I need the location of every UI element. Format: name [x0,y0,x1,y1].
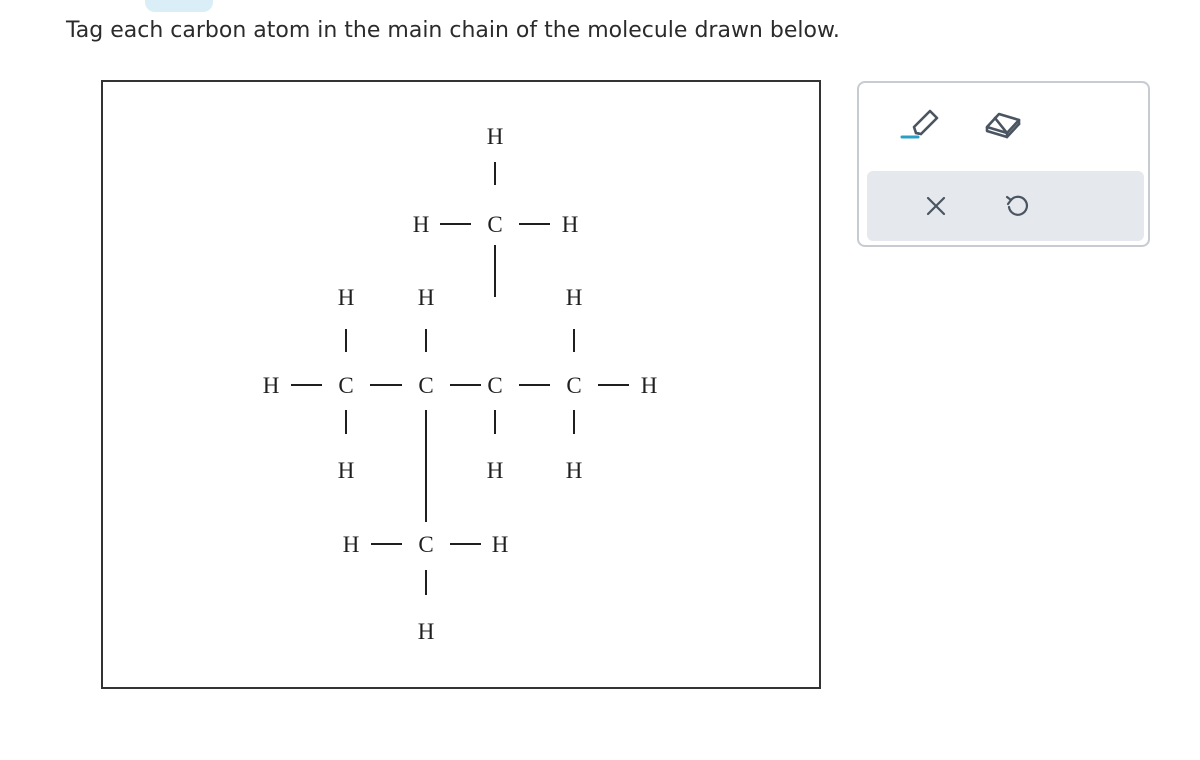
hydrogen-atom: H [417,285,435,310]
hydrogen-atom: H [486,124,504,149]
carbon-atom-4[interactable]: C [566,373,582,398]
hydrogen-atom: H [565,285,583,310]
clear-button[interactable] [912,182,960,230]
hydrogen-atom: H [342,532,360,557]
action-bar [867,171,1144,241]
molecule-drawing [103,82,819,687]
undo-icon [1004,193,1030,219]
carbon-atom-3[interactable]: C [487,373,503,398]
carbon-atom-branch-bottom[interactable]: C [418,532,434,557]
question-prompt: Tag each carbon atom in the main chain of the molecule drawn below. [66,18,840,43]
hydrogen-atom: H [412,212,430,237]
tag-pen-tool[interactable] [898,99,946,147]
molecule-canvas[interactable] [101,80,821,689]
hydrogen-atom: H [561,212,579,237]
hydrogen-atom: H [491,532,509,557]
hydrogen-atom: H [337,458,355,483]
hydrogen-atom: H [417,619,435,644]
hydrogen-atom: H [337,285,355,310]
eraser-icon [981,103,1025,143]
carbon-atom-1[interactable]: C [338,373,354,398]
hydrogen-atom: H [640,373,658,398]
eraser-tool[interactable] [979,99,1027,147]
pen-icon [900,103,944,143]
undo-button[interactable] [993,182,1041,230]
carbon-atom-2[interactable]: C [418,373,434,398]
hydrogen-atom: H [486,458,504,483]
drawing-tool-panel [857,81,1150,247]
carbon-atom-branch-top[interactable]: C [487,212,503,237]
close-icon [925,195,947,217]
hydrogen-atom: H [262,373,280,398]
top-tab-indicator [145,0,213,12]
hydrogen-atom: H [565,458,583,483]
